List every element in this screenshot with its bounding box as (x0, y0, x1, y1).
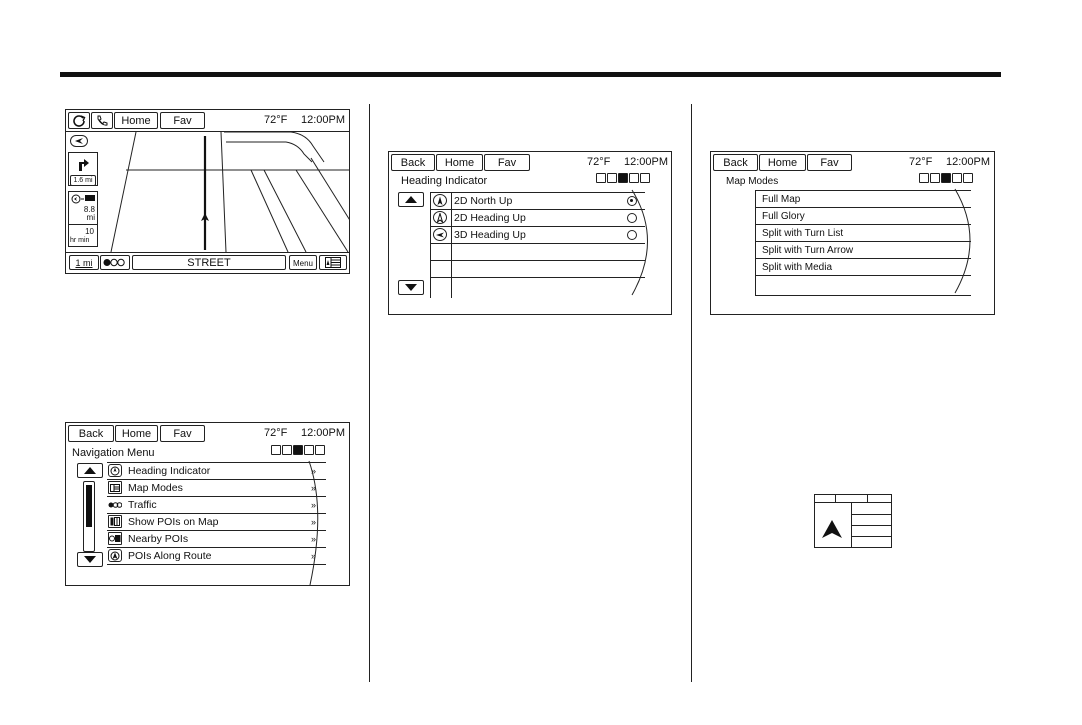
scale-button[interactable]: 1 mi (69, 255, 99, 270)
street-name-bar: STREET (132, 255, 286, 270)
option-label: 2D Heading Up (454, 212, 526, 224)
menu-button[interactable]: Menu (289, 255, 317, 270)
temperature: 72°F (909, 156, 933, 168)
chevron-right-icon: » (310, 517, 316, 527)
menu-item-label: Show POIs on Map (128, 516, 219, 528)
temperature: 72°F (264, 427, 288, 439)
fav-button[interactable]: Fav (484, 154, 530, 171)
mode-label: Split with Media (762, 262, 833, 273)
clock: 12:00PM (946, 156, 991, 168)
nav-list-curve (309, 461, 318, 585)
symbol-top-rule (815, 502, 891, 503)
eta-value: 10 (85, 227, 94, 236)
eta-unit: hr min (70, 237, 90, 244)
mode-label: Full Map (762, 194, 801, 205)
menu-item-label: Traffic (128, 499, 157, 511)
back-button[interactable]: Back (391, 154, 435, 171)
symbol-list-line (851, 514, 891, 515)
symbol-list-line (851, 536, 891, 537)
turn-distance: 1.6 mi (70, 175, 96, 186)
home-button[interactable]: Home (115, 425, 158, 442)
back-button[interactable]: Back (68, 425, 114, 442)
fav-button[interactable]: Fav (160, 425, 205, 442)
temperature: 72°F (264, 114, 288, 126)
home-button[interactable]: Home (436, 154, 483, 171)
option-label: 2D North Up (454, 195, 513, 207)
mode-label: Split with Turn Arrow (762, 245, 854, 256)
option-label: 3D Heading Up (454, 229, 526, 241)
clock: 12:00PM (624, 156, 669, 168)
clock: 12:00PM (301, 114, 346, 126)
clock: 12:00PM (301, 427, 346, 439)
mode-label: Split with Turn List (762, 228, 844, 239)
fav-button[interactable]: Fav (160, 112, 205, 129)
screen-title: Navigation Menu (72, 447, 155, 459)
home-button[interactable]: Home (759, 154, 806, 171)
chevron-right-icon: » (310, 551, 316, 561)
symbol-tab-divider (835, 495, 836, 502)
split-map-symbol (814, 494, 892, 548)
mode-label: Full Glory (762, 211, 805, 222)
vehicle-arrow-icon (821, 519, 843, 539)
fav-button[interactable]: Fav (807, 154, 852, 171)
destination-distance: 8.8 (83, 205, 95, 214)
home-button[interactable]: Home (114, 112, 158, 129)
destination-distance-unit: mi (86, 213, 95, 222)
symbol-tab-divider (867, 495, 868, 502)
temperature: 72°F (587, 156, 611, 168)
back-button[interactable]: Back (713, 154, 758, 171)
menu-item-label: Nearby POIs (128, 533, 189, 545)
screen-title: Heading Indicator (401, 175, 488, 187)
menu-item-label: Map Modes (128, 482, 183, 494)
screen-title: Map Modes (726, 176, 779, 187)
chevron-right-icon: » (310, 500, 316, 510)
menu-item-label: POIs Along Route (128, 550, 212, 562)
mapmodes-list-curve (955, 189, 970, 293)
menu-item-label: Heading Indicator (128, 465, 211, 477)
symbol-list-line (851, 525, 891, 526)
chevron-right-icon: » (310, 534, 316, 544)
heading-list-curve (632, 190, 648, 295)
chevron-right-icon: » (310, 466, 316, 476)
chevron-right-icon: » (310, 483, 316, 493)
